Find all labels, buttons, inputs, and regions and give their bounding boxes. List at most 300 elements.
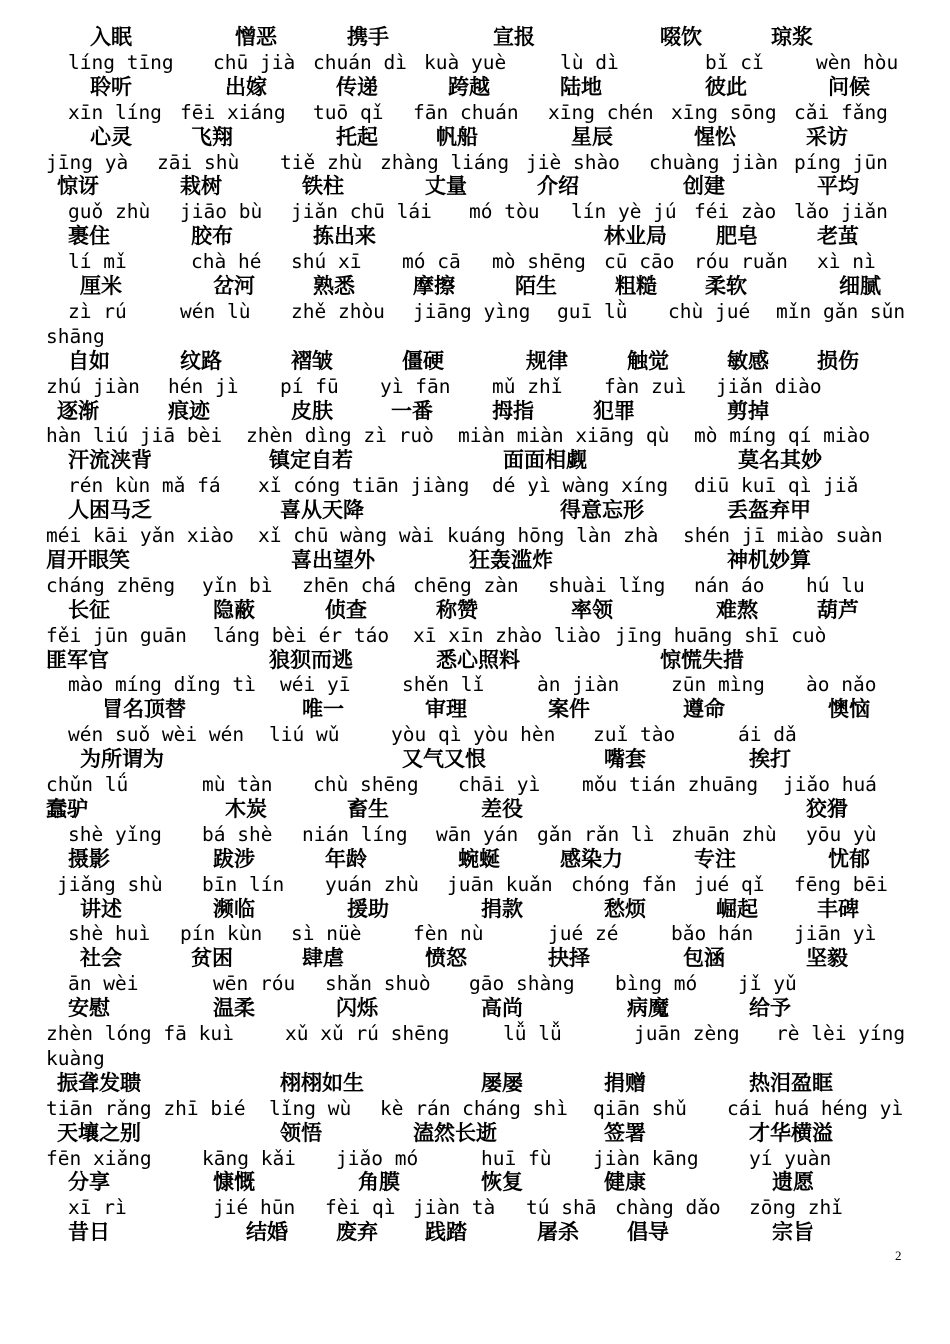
hanzi-word: 琼浆 xyxy=(771,25,813,49)
pinyin-word: jiāo bù xyxy=(180,200,263,224)
hanzi-word: 援助 xyxy=(347,896,389,921)
pinyin-word: fàn zuì xyxy=(604,374,687,398)
pinyin-row xyxy=(0,423,950,448)
pinyin-row xyxy=(0,1195,950,1220)
hanzi-word: 啜饮 xyxy=(660,25,702,49)
hanzi-row xyxy=(0,224,950,249)
pinyin-word: zuǐ tào xyxy=(593,723,676,747)
hanzi-word: 介绍 xyxy=(537,174,579,199)
pinyin-word: mào míng dǐng tì xyxy=(68,673,256,697)
pinyin-word: mù tàn xyxy=(202,773,273,796)
pinyin-word: chuàng jiàn xyxy=(649,150,779,174)
pinyin-row xyxy=(0,623,950,648)
hanzi-word: 高尚 xyxy=(481,996,523,1021)
hanzi-word: 天壤之别 xyxy=(57,1120,141,1145)
pinyin-word: guǒ zhù xyxy=(68,200,151,224)
hanzi-word: 逐渐 xyxy=(57,398,99,423)
pinyin-row xyxy=(0,1046,950,1071)
hanzi-word: 陆地 xyxy=(560,74,602,99)
pinyin-word: mò míng qí miào xyxy=(694,424,871,448)
hanzi-word: 唯一 xyxy=(302,697,344,722)
pinyin-word: kuáng hōng làn zhà xyxy=(447,524,659,547)
pinyin-word: àn jiàn xyxy=(537,673,620,697)
pinyin-word: fèi qì xyxy=(325,1196,396,1220)
hanzi-word: 狂轰滥炸 xyxy=(469,547,553,572)
pinyin-word: bīn lín xyxy=(202,872,285,896)
hanzi-word: 面面相觑 xyxy=(503,448,587,473)
pinyin-row xyxy=(0,50,950,75)
hanzi-word: 屠杀 xyxy=(537,1220,579,1245)
hanzi-word: 粗糙 xyxy=(615,274,657,298)
hanzi-word: 愤怒 xyxy=(425,946,467,971)
hanzi-word: 肥皂 xyxy=(716,224,758,249)
pinyin-word: juān zèng xyxy=(634,1022,740,1045)
hanzi-row xyxy=(0,349,950,374)
pinyin-word: jiǎo mó xyxy=(336,1146,419,1170)
hanzi-word: 懊恼 xyxy=(828,697,870,722)
hanzi-word: 健康 xyxy=(604,1170,646,1195)
pinyin-word: dé yì wàng xíng xyxy=(492,474,669,498)
hanzi-word: 蠢驴 xyxy=(46,796,88,821)
pinyin-word: wēn róu xyxy=(213,972,296,996)
hanzi-word: 结婚 xyxy=(246,1220,288,1245)
pinyin-word: hén jì xyxy=(168,374,239,398)
pinyin-word: zāi shù xyxy=(157,150,240,174)
pinyin-word: zhú jiàn xyxy=(46,374,140,398)
hanzi-word: 裹住 xyxy=(68,224,110,249)
pinyin-word: xǔ xǔ rú shēng xyxy=(285,1022,450,1045)
hanzi-word: 携手 xyxy=(347,25,389,49)
pinyin-word: zì rú xyxy=(68,299,127,323)
hanzi-word: 采访 xyxy=(806,124,848,149)
hanzi-word: 传递 xyxy=(336,74,378,99)
hanzi-word: 冒名顶替 xyxy=(102,697,186,722)
hanzi-row xyxy=(0,1121,950,1146)
pinyin-word: shè huì xyxy=(68,922,151,946)
pinyin-row xyxy=(0,921,950,946)
pinyin-row xyxy=(0,722,950,747)
pinyin-word: chóng fǎn xyxy=(571,872,677,896)
pinyin-word: hàn liú jiā bèi xyxy=(46,424,223,448)
pinyin-word: tuō qǐ xyxy=(313,100,384,124)
hanzi-word: 坚毅 xyxy=(806,946,848,971)
hanzi-row xyxy=(0,1170,950,1195)
hanzi-word: 入眠 xyxy=(90,25,132,49)
hanzi-word: 侦查 xyxy=(325,597,367,622)
hanzi-row xyxy=(0,75,950,100)
pinyin-word: shuài lǐng xyxy=(548,573,666,597)
pinyin-word: shén jī miào suàn xyxy=(683,524,883,547)
pinyin-word: jué zé xyxy=(548,922,619,946)
hanzi-word: 遵命 xyxy=(683,697,725,722)
hanzi-word: 惺忪 xyxy=(694,124,736,149)
hanzi-word: 纹路 xyxy=(180,348,222,373)
pinyin-word: kuàng xyxy=(46,1046,105,1070)
hanzi-word: 喜出望外 xyxy=(291,547,375,572)
hanzi-word: 胶布 xyxy=(191,224,233,249)
pinyin-word: xǐ cóng tiān jiàng xyxy=(258,474,470,498)
pinyin-word: zhàng liáng xyxy=(380,150,510,174)
pinyin-word: féi zào xyxy=(694,200,777,224)
pinyin-word: guī lǜ xyxy=(557,299,628,323)
pinyin-word: tiě zhù xyxy=(280,150,363,174)
pinyin-word: fěi jūn guān xyxy=(46,623,187,647)
pinyin-row xyxy=(0,523,950,548)
hanzi-word: 问候 xyxy=(828,74,870,99)
hanzi-word: 星辰 xyxy=(571,124,613,149)
hanzi-word: 神机妙算 xyxy=(727,547,811,572)
hanzi-word: 跨越 xyxy=(448,74,490,99)
hanzi-word: 损伤 xyxy=(817,348,859,373)
pinyin-word: cǎi fǎng xyxy=(794,100,888,124)
pinyin-word: fèn nù xyxy=(413,922,484,946)
pinyin-word: yí yuàn xyxy=(749,1146,832,1170)
hanzi-word: 愁烦 xyxy=(604,896,646,921)
pinyin-word: líng tīng xyxy=(68,50,174,74)
hanzi-word: 心灵 xyxy=(90,124,132,149)
hanzi-word: 遗愿 xyxy=(772,1170,814,1195)
pinyin-word: zūn mìng xyxy=(671,673,765,697)
hanzi-word: 丢盔弃甲 xyxy=(727,498,811,523)
pinyin-word: chēng zàn xyxy=(413,573,519,597)
hanzi-word: 聆听 xyxy=(90,74,132,99)
pinyin-word: xīn líng xyxy=(68,100,162,124)
hanzi-word: 木炭 xyxy=(225,796,267,821)
hanzi-word: 角膜 xyxy=(358,1170,400,1195)
pinyin-word: wān yán xyxy=(436,822,519,846)
pinyin-word: shāng xyxy=(46,324,105,348)
pinyin-row xyxy=(0,672,950,697)
hanzi-word: 得意忘形 xyxy=(560,498,644,523)
pinyin-word: tiān rǎng zhī bié xyxy=(46,1096,246,1120)
pinyin-word: rè lèi yíng xyxy=(776,1022,906,1045)
hanzi-word: 栩栩如生 xyxy=(280,1070,364,1095)
pinyin-row xyxy=(0,971,950,996)
hanzi-word: 才华横溢 xyxy=(749,1120,833,1145)
pinyin-word: xì nì xyxy=(817,250,876,274)
pinyin-word: qiān shǔ xyxy=(593,1096,687,1120)
hanzi-word: 彼此 xyxy=(705,74,747,99)
pinyin-word: jiǎng shù xyxy=(57,872,163,896)
hanzi-word: 倡导 xyxy=(627,1220,669,1245)
pinyin-word: jīng yà xyxy=(46,150,129,174)
pinyin-word: kuà yuè xyxy=(424,50,507,74)
hanzi-word: 给予 xyxy=(749,996,791,1021)
hanzi-word: 帆船 xyxy=(436,124,478,149)
hanzi-word: 感染力 xyxy=(560,846,623,871)
pinyin-word: jǐ yǔ xyxy=(738,972,797,996)
hanzi-word: 签署 xyxy=(604,1120,646,1145)
pinyin-row xyxy=(0,249,950,274)
hanzi-word: 案件 xyxy=(548,697,590,722)
pinyin-word: chuán dì xyxy=(313,50,407,74)
hanzi-word: 振聋发聩 xyxy=(57,1070,141,1095)
pinyin-word: chū jià xyxy=(213,50,296,74)
hanzi-row xyxy=(0,598,950,623)
hanzi-word: 屡屡 xyxy=(481,1070,523,1095)
pinyin-word: róu ruǎn xyxy=(694,250,788,274)
hanzi-word: 审理 xyxy=(425,697,467,722)
hanzi-row xyxy=(0,548,950,573)
hanzi-word: 难熬 xyxy=(716,597,758,622)
pinyin-word: chù jué xyxy=(668,299,751,323)
hanzi-word: 差役 xyxy=(481,796,523,821)
hanzi-word: 狡猾 xyxy=(806,796,848,821)
pinyin-word: mǐn gǎn sǔn xyxy=(776,299,906,323)
pinyin-word: lí mǐ xyxy=(68,250,127,274)
pinyin-word: jiǎo huá xyxy=(783,773,877,796)
hanzi-word: 宣报 xyxy=(493,25,535,49)
hanzi-word: 葫芦 xyxy=(817,597,859,622)
pinyin-word: zhèn dìng zì ruò xyxy=(246,424,434,448)
pinyin-word: diū kuī qì jiǎ xyxy=(694,474,859,498)
pinyin-word: mó cā xyxy=(402,250,461,274)
pinyin-word: xī xīn zhào liào xyxy=(413,623,601,647)
pinyin-word: bá shè xyxy=(202,822,273,846)
pinyin-word: jiāng yìng xyxy=(413,299,531,323)
hanzi-word: 厘米 xyxy=(80,274,122,298)
pinyin-word: fēn xiǎng xyxy=(46,1146,152,1170)
pinyin-word: wèn hòu xyxy=(816,50,899,74)
pinyin-word: xǐ chū wàng wài xyxy=(258,524,435,547)
pinyin-word: mó tòu xyxy=(469,200,540,224)
hanzi-word: 温柔 xyxy=(213,996,255,1021)
pinyin-word: sì nüè xyxy=(291,922,362,946)
hanzi-word: 惊讶 xyxy=(57,174,99,199)
pinyin-word: chù shēng xyxy=(313,773,419,796)
pinyin-word: shǎn shuò xyxy=(325,972,431,996)
hanzi-word: 昔日 xyxy=(68,1220,110,1245)
hanzi-word: 丰碑 xyxy=(817,896,859,921)
pinyin-word: bǐ cǐ xyxy=(705,50,764,74)
hanzi-word: 率领 xyxy=(571,597,613,622)
hanzi-word: 濒临 xyxy=(213,896,255,921)
hanzi-row xyxy=(0,1071,950,1096)
pinyin-word: xī rì xyxy=(68,1196,127,1220)
hanzi-word: 僵硬 xyxy=(402,348,444,373)
pinyin-word: lù dì xyxy=(560,50,619,74)
pinyin-word: rén kùn mǎ fá xyxy=(68,474,221,498)
pinyin-row xyxy=(0,374,950,399)
hanzi-word: 专注 xyxy=(694,846,736,871)
pinyin-word: shè yǐng xyxy=(68,822,162,846)
hanzi-word: 一番 xyxy=(391,398,433,423)
pinyin-word: lín yè jú xyxy=(571,200,677,224)
hanzi-word: 栽树 xyxy=(180,174,222,199)
pinyin-row xyxy=(0,100,950,125)
hanzi-word: 又气又恨 xyxy=(402,747,486,772)
pinyin-word: fēi xiáng xyxy=(180,100,286,124)
pinyin-row xyxy=(0,822,950,847)
pinyin-word: pí fū xyxy=(280,374,339,398)
hanzi-word: 莫名其妙 xyxy=(738,448,822,473)
pinyin-word: chāi yì xyxy=(458,773,541,796)
pinyin-word: cū cāo xyxy=(604,250,675,274)
pinyin-word: chà hé xyxy=(191,250,262,274)
pinyin-word: kè rán cháng shì xyxy=(380,1096,568,1120)
hanzi-word: 包涵 xyxy=(683,946,725,971)
pinyin-word: méi kāi yǎn xiào xyxy=(46,524,234,547)
pinyin-word: fān chuán xyxy=(413,100,519,124)
hanzi-word: 社会 xyxy=(80,946,122,971)
pinyin-word: miàn miàn xiāng qù xyxy=(458,424,670,448)
pinyin-word: juān kuǎn xyxy=(447,872,553,896)
pinyin-word: cái huá héng yì xyxy=(727,1096,904,1120)
hanzi-row xyxy=(0,125,950,150)
pinyin-word: zhuān zhù xyxy=(671,822,777,846)
hanzi-word: 细腻 xyxy=(839,274,881,298)
pinyin-word: jiān yì xyxy=(794,922,877,946)
pinyin-word: shú xī xyxy=(291,250,362,274)
hanzi-word: 出嫁 xyxy=(225,74,267,99)
pinyin-row xyxy=(0,1021,950,1046)
hanzi-word: 慷慨 xyxy=(213,1170,255,1195)
hanzi-word: 闪烁 xyxy=(336,996,378,1021)
hanzi-word: 犯罪 xyxy=(593,398,635,423)
hanzi-word: 拣出来 xyxy=(313,224,376,249)
pinyin-row xyxy=(0,324,950,349)
hanzi-word: 匪军官 xyxy=(46,647,109,672)
hanzi-word: 溘然长逝 xyxy=(413,1120,497,1145)
hanzi-word: 捐款 xyxy=(481,896,523,921)
pinyin-word: jiè shào xyxy=(526,150,620,174)
hanzi-word: 贫困 xyxy=(191,946,233,971)
pinyin-word: bǎo hán xyxy=(671,922,754,946)
hanzi-word: 践踏 xyxy=(425,1220,467,1245)
pinyin-word: xīng chén xyxy=(548,100,654,124)
pinyin-word: jiǎn chū lái xyxy=(291,200,432,224)
pinyin-word: ái dǎ xyxy=(738,723,797,747)
hanzi-row xyxy=(0,897,950,922)
pinyin-word: zōng zhǐ xyxy=(749,1196,843,1220)
pinyin-row xyxy=(0,872,950,897)
hanzi-word: 惊慌失措 xyxy=(660,647,744,672)
hanzi-row xyxy=(0,274,950,299)
hanzi-word: 狼狈而逃 xyxy=(269,647,353,672)
pinyin-word: yōu yù xyxy=(806,822,877,846)
hanzi-row xyxy=(0,697,950,722)
pinyin-word: yì fān xyxy=(380,374,451,398)
pinyin-word: gǎn rǎn lì xyxy=(537,822,655,846)
pinyin-row xyxy=(0,199,950,224)
hanzi-word: 老茧 xyxy=(817,224,859,249)
hanzi-row xyxy=(0,946,950,971)
pinyin-word: jiàn kāng xyxy=(593,1146,699,1170)
hanzi-row xyxy=(0,25,950,50)
pinyin-word: zhě zhòu xyxy=(291,299,385,323)
hanzi-word: 飞翔 xyxy=(191,124,233,149)
hanzi-row xyxy=(0,498,950,523)
hanzi-row xyxy=(0,448,950,473)
hanzi-word: 汗流浃背 xyxy=(68,448,152,473)
hanzi-word: 柔软 xyxy=(705,274,747,298)
hanzi-word: 病魔 xyxy=(627,996,669,1021)
hanzi-word: 畜生 xyxy=(347,796,389,821)
pinyin-word: lǐng wù xyxy=(269,1096,352,1120)
hanzi-word: 人困马乏 xyxy=(68,498,152,523)
hanzi-word: 抉择 xyxy=(548,946,590,971)
hanzi-word: 敏感 xyxy=(727,348,769,373)
pinyin-row xyxy=(0,1096,950,1121)
hanzi-row xyxy=(0,847,950,872)
hanzi-word: 喜从天降 xyxy=(280,498,364,523)
pinyin-word: nián líng xyxy=(302,822,408,846)
pinyin-word: wén suǒ wèi wén xyxy=(68,723,245,747)
hanzi-word: 悉心照料 xyxy=(436,647,520,672)
pinyin-word: jié hūn xyxy=(213,1196,296,1220)
hanzi-row xyxy=(0,996,950,1021)
pinyin-word: chàng dǎo xyxy=(615,1196,721,1220)
hanzi-row xyxy=(0,1220,950,1245)
hanzi-word: 安慰 xyxy=(68,996,110,1021)
hanzi-word: 挨打 xyxy=(749,747,791,772)
pinyin-word: jīng huāng shī cuò xyxy=(615,623,827,647)
page-number: 2 xyxy=(895,1248,902,1263)
hanzi-word: 眉开眼笑 xyxy=(46,547,130,572)
hanzi-word: 镇定自若 xyxy=(269,448,353,473)
pinyin-word: cháng zhēng xyxy=(46,573,176,597)
hanzi-word: 嘴套 xyxy=(604,747,646,772)
pinyin-word: jué qǐ xyxy=(694,872,765,896)
pinyin-word: pín kùn xyxy=(180,922,263,946)
pinyin-row xyxy=(0,473,950,498)
pinyin-row xyxy=(0,150,950,175)
pinyin-word: kāng kǎi xyxy=(202,1146,296,1170)
pinyin-word: chǔn lǘ xyxy=(46,773,129,796)
pinyin-word: bìng mó xyxy=(615,972,698,996)
hanzi-word: 分享 xyxy=(68,1170,110,1195)
pinyin-word: liú wǔ xyxy=(269,723,340,747)
hanzi-row xyxy=(0,797,950,822)
pinyin-word: zhēn chá xyxy=(302,573,396,597)
hanzi-word: 憎恶 xyxy=(235,25,277,49)
hanzi-word: 隐蔽 xyxy=(213,597,255,622)
hanzi-word: 平均 xyxy=(817,174,859,199)
pinyin-word: yòu qì yòu hèn xyxy=(391,723,556,747)
hanzi-word: 触觉 xyxy=(627,348,669,373)
pinyin-word: shěn lǐ xyxy=(402,673,485,697)
hanzi-word: 痕迹 xyxy=(168,398,210,423)
hanzi-word: 跋涉 xyxy=(213,846,255,871)
pinyin-row xyxy=(0,772,950,797)
hanzi-word: 摄影 xyxy=(68,846,110,871)
hanzi-word: 讲述 xyxy=(80,896,122,921)
pinyin-word: xīng sōng xyxy=(671,100,777,124)
hanzi-word: 蜿蜒 xyxy=(458,846,500,871)
hanzi-word: 崛起 xyxy=(716,896,758,921)
hanzi-word: 剪掉 xyxy=(727,398,769,423)
pinyin-word: lǎo jiǎn xyxy=(794,200,888,224)
hanzi-word: 领悟 xyxy=(280,1120,322,1145)
pinyin-row xyxy=(0,299,950,324)
pinyin-row xyxy=(0,573,950,598)
hanzi-word: 岔河 xyxy=(213,274,255,298)
hanzi-word: 拇指 xyxy=(492,398,534,423)
pinyin-word: lǚ lǚ xyxy=(503,1022,562,1045)
hanzi-word: 忧郁 xyxy=(828,846,870,871)
hanzi-row xyxy=(0,174,950,199)
hanzi-row xyxy=(0,648,950,673)
pinyin-word: mǔ zhǐ xyxy=(492,374,563,398)
hanzi-word: 捐赠 xyxy=(604,1070,646,1095)
pinyin-word: láng bèi ér táo xyxy=(213,623,390,647)
pinyin-word: yǐn bì xyxy=(202,573,273,597)
hanzi-word: 熟悉 xyxy=(313,274,355,298)
pinyin-word: hú lu xyxy=(806,573,865,597)
pinyin-word: tú shā xyxy=(526,1196,597,1220)
hanzi-word: 创建 xyxy=(683,174,725,199)
hanzi-word: 年龄 xyxy=(325,846,367,871)
